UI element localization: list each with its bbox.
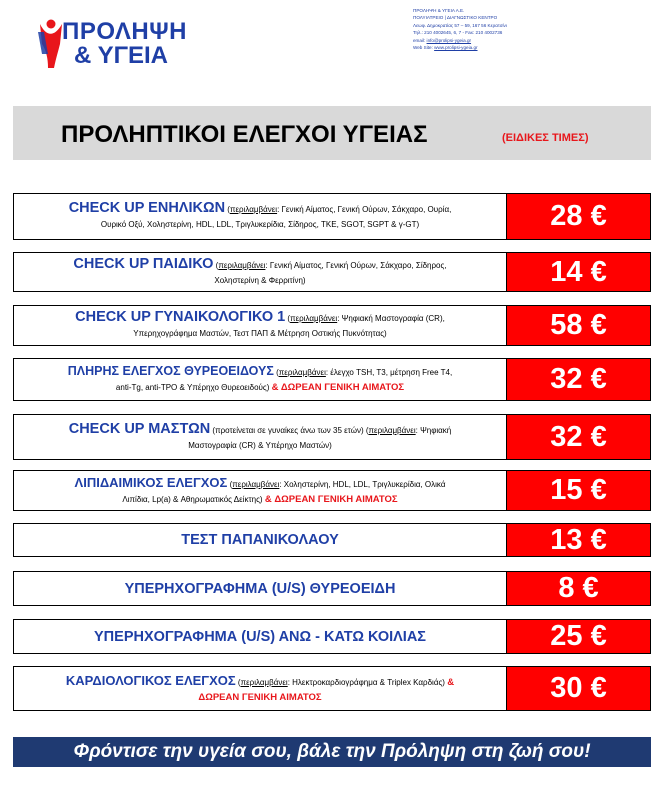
item-price: 32 € [506,359,650,400]
includes-label: περιλαμβάνει [368,425,416,435]
item-details-line1: : Ψηφιακή [415,425,452,435]
item-price: 14 € [506,253,650,291]
item-name: ΛΙΠΙΔΑΙΜΙΚΟΣ ΕΛΕΓΧΟΣ [74,474,228,490]
footer-slogan: Φρόντισε την υγεία σου, βάλε την Πρόληψη στη ζωή σου! [13,737,651,767]
item-price: 8 € [506,572,650,605]
price-row-breast-checkup [13,414,651,460]
free-blood-test-note: ΔΩΡΕΑΝ ΓΕΝΙΚΗ ΑΙΜΑΤΟΣ [198,691,322,703]
item-price: 28 € [506,194,650,239]
item-name: CHECK UP ΕΝΗΛΙΚΩΝ [68,200,226,216]
website-link[interactable]: www.prolipsi-ygeia.gr [434,45,478,51]
item-details-line2: Λιπίδια, Lp(a) & Αθηρωματικός Δείκτης) [122,494,263,504]
item-name: ΠΛΗΡΗΣ ΕΛΕΓΧΟΣ ΘΥΡΕΟΕΙΔΟΥΣ [67,364,274,378]
item-details-line2: Μαστογραφία (CR) & Υπέρηχο Μαστών) [188,440,332,450]
item-description: CHECK UP ΜΑΣΤΩΝ (προτείνεται σε γυναίκες άνω των 35 ετών) (περιλαμβάνει: Ψηφιακή Μαστογραφία (CR) & Υπέρηχο Μαστών) [14,415,506,459]
title-banner [13,106,651,160]
free-blood-test-note: & ΔΩΡΕΑΝ ΓΕΝΙΚΗ ΑΙΜΑΤΟΣ [271,382,405,393]
item-name: CHECK UP ΓΥΝΑΙΚΟΛΟΓΙΚΟ 1 [75,309,286,325]
company-type: ΠΟΛΥΙΑΤΡΕΙΟ | ΔΙΑΓΝΩΣΤΙΚΟ ΚΕΝΤΡΟ [413,15,498,21]
company-email-line [413,37,543,44]
item-price: 13 € [506,524,650,556]
item-details-line1: : Χοληστερίνη, HDL, LDL, Τριγλυκερίδια, Ολικά [279,479,446,489]
item-price: 58 € [506,306,650,345]
includes-label: περιλαμβάνει [290,314,338,323]
item-price: 30 € [506,667,650,710]
item-details-line2: Χοληστερίνη & Φερριτίνη) [214,275,306,285]
item-details-line2: Υπερηχογράφημα Μαστών, Τεστ ΠΑΠ & Μέτρηση Οστικής Πυκνότητας) [133,329,387,338]
includes-label: περιλαμβάνει [278,368,326,377]
item-description: ΚΑΡΔΙΟΛΟΓΙΚΟΣ ΕΛΕΓΧΟΣ (περιλαμβάνει: Ηλεκτροκαρδιογράφημα & Triplex Καρδιάς) & ΔΩΡΕΑΝ ΓΕΝΙΚΗ ΑΙΜΑΤΟΣ [65,672,455,703]
company-phone: Τηλ.: 210 4002645, 6, 7 - Fax: 210 4002736 [413,30,503,36]
special-prices-note: (ΕΙΔΙΚΕΣ ΤΙΜΕΣ) [502,132,589,144]
item-details-line2: anti-Tg, anti-TPO & Υπέρηχο Θυρεοειδούς) [115,383,270,392]
company-info [413,7,543,51]
company-address: Λεωφ. Δημοκρατίας 57 – 59, 167 56 Κερατσίνι [413,22,507,28]
price-row-child-checkup [13,252,651,292]
logo-text-line2: & ΥΓΕΙΑ [74,42,169,69]
item-details-line1: : Γενική Αίματος, Γενική Ούρων, Σάκχαρο, Ουρία, [277,205,452,214]
price-row-thyroid-check [13,358,651,401]
free-blood-test-note: & ΔΩΡΕΑΝ ΓΕΝΙΚΗ ΑΙΜΑΤΟΣ [264,493,398,505]
item-details-line1: : Γενική Αίματος, Γενική Ούρων, Σάκχαρο, Σίδηρος, [265,260,447,270]
company-logo [36,18,216,70]
item-description: ΠΛΗΡΗΣ ΕΛΕΓΧΟΣ ΘΥΡΕΟΕΙΔΟΥΣ (περιλαμβάνει: έλεγχο TSH, T3, μέτρηση Free T4, anti-Tg, anti-TPO & Υπέρηχο Θυρεοειδούς) & ΔΩΡΕΑΝ ΓΕΝΙΚΗ ΑΙΜΑΤΟΣ [67,364,453,393]
item-description [14,572,506,605]
includes-label: περιλαμβάνει [218,260,266,270]
item-name: ΤΕΣΤ ΠΑΠΑΝΙΚΟΛΑΟΥ [181,532,339,548]
price-row-thyroid-ultrasound [13,571,651,606]
item-details-line1: : Ψηφιακή Μαστογραφία (CR), [337,314,445,323]
item-name: CHECK UP ΜΑΣΤΩΝ [68,420,211,437]
item-description: CHECK UP ΕΝΗΛΙΚΩΝ (περιλαμβάνει: Γενική Αίματος, Γενική Ούρων, Σάκχαρο, Ουρία, Ουρικό Οξύ, Χοληστερίνη, HDL, LDL, Τριγλυκερίδια, Σίδηρος, TKE, SGOT, SGPT & γ-GT) [14,194,506,239]
item-age-note: (προτείνεται σε γυναίκες άνω των 35 ετών) [212,425,364,435]
logo-text-line1: ΠΡΟΛΗΨΗ [62,18,187,45]
item-name: ΚΑΡΔΙΟΛΟΓΙΚΟΣ ΕΛΕΓΧΟΣ [65,672,236,688]
item-description [14,620,506,653]
item-name: ΥΠΕΡΗΧΟΓΡΑΦΗΜΑ (U/S) ΘΥΡΕΟΕΙΔΗ [124,580,396,597]
includes-label: περιλαμβάνει [240,677,288,687]
item-description: CHECK UP ΓΥΝΑΙΚΟΛΟΓΙΚΟ 1 (περιλαμβάνει: Ψηφιακή Μαστογραφία (CR), Υπερηχογράφημα Μαστών, Τεστ ΠΑΠ & Μέτρηση Οστικής Πυκνότητας) [14,306,506,345]
price-row-gynecological-checkup [13,305,651,346]
item-description: ΛΙΠΙΔΑΙΜΙΚΟΣ ΕΛΕΓΧΟΣ (περιλαμβάνει: Χοληστερίνη, HDL, LDL, Τριγλυκερίδια, Ολικά Λιπίδια, Lp(a) & Αθηρωματικός Δείκτης) & ΔΩΡΕΑΝ ΓΕΝΙΚΗ ΑΙΜΑΤΟΣ [74,474,446,505]
item-price: 32 € [506,415,650,459]
item-name: ΥΠΕΡΗΧΟΓΡΑΦΗΜΑ (U/S) ΑΝΩ - ΚΑΤΩ ΚΟΙΛΙΑΣ [94,628,426,645]
price-row-lipid-check [13,470,651,511]
website-label: Web Site: [413,45,433,51]
company-name: ΠΡΟΛΗΨΗ & ΥΓΕΙΑ Α.Ε. [413,8,465,13]
page-title: ΠΡΟΛΗΠΤΙΚΟΙ ΕΛΕΓΧΟΙ ΥΓΕΙΑΣ [61,121,428,148]
price-row-abdominal-ultrasound [13,619,651,654]
email-label: email: [413,37,426,43]
item-price: 15 € [506,471,650,510]
item-details-line2: Ουρικό Οξύ, Χοληστερίνη, HDL, LDL, Τριγλυκερίδια, Σίδηρος, TKE, SGOT, SGPT & γ-GT) [100,220,420,229]
email-link[interactable]: info@prolipsi-ygeia.gr [426,37,472,43]
item-description [14,524,506,556]
item-details-line1: : έλεγχο TSH, T3, μέτρηση Free T4, [325,368,453,377]
item-price: 25 € [506,620,650,653]
includes-label: περιλαμβάνει [232,479,280,489]
includes-label: περιλαμβάνει [229,205,278,214]
price-row-pap-test [13,523,651,557]
price-row-adult-checkup [13,193,651,240]
company-website-line [413,44,543,51]
free-ampersand: & [447,676,455,688]
item-description: CHECK UP ΠΑΙΔΙΚΟ (περιλαμβάνει: Γενική Αίματος, Γενική Ούρων, Σάκχαρο, Σίδηρος, Χοληστερίνη & Φερριτίνη) [14,253,506,291]
item-details-line1: : Ηλεκτροκαρδιογράφημα & Triplex Καρδιάς) [287,677,445,687]
item-name: CHECK UP ΠΑΙΔΙΚΟ [73,255,214,272]
price-row-cardiology-check [13,666,651,711]
